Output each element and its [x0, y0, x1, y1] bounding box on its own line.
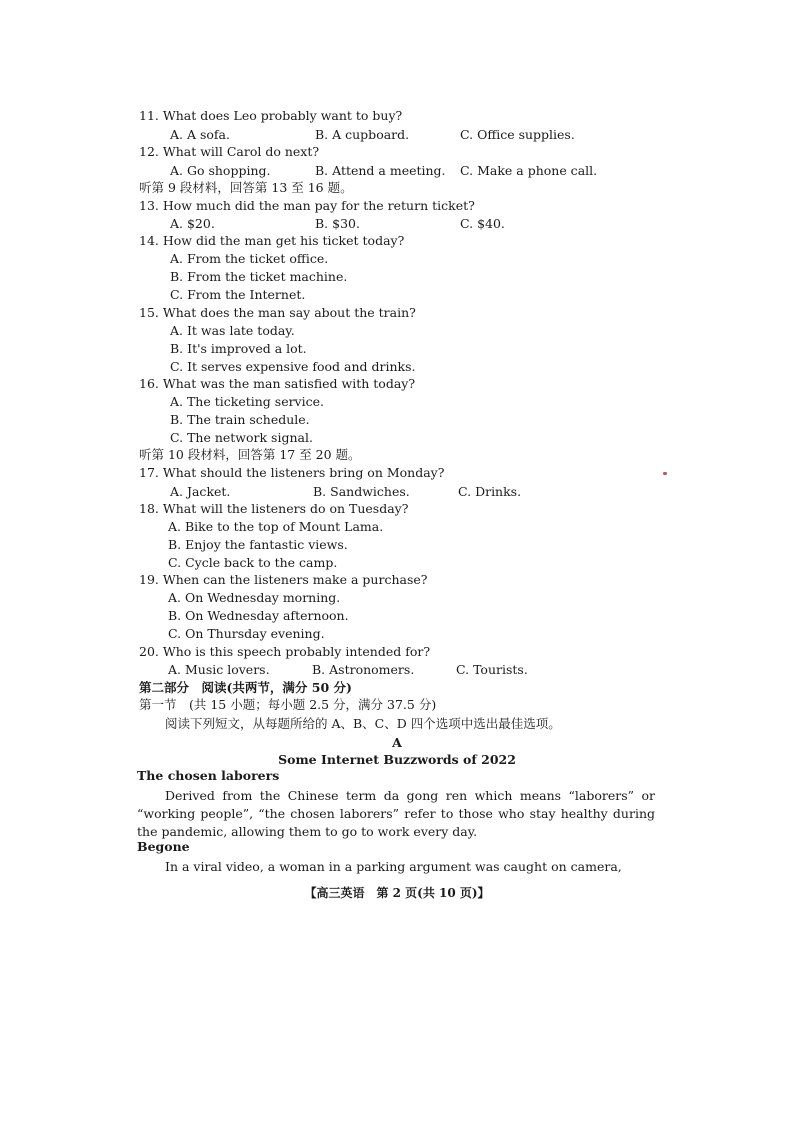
question-15-option-a: A. It was late today. [170, 323, 295, 338]
question-20-stem: 20. Who is this speech probably intended for? [139, 644, 431, 659]
question-18-option-a: A. Bike to the top of Mount Lama. [168, 519, 384, 534]
question-14-option-c: C. From the Internet. [170, 287, 306, 302]
question-11-option-c: C. Office supplies. [460, 127, 575, 142]
page-footer: 【高三英语 第 2 页(共 10 页)】 [304, 886, 490, 900]
reading-instruction: 阅读下列短文，从每题所给的 A、B、C、D 四个选项中选出最佳选项。 [165, 716, 561, 731]
question-18-option-c: C. Cycle back to the camp. [168, 555, 338, 570]
question-20-option-b: B. Astronomers. [312, 662, 415, 677]
question-18-stem: 18. What will the listeners do on Tuesday? [139, 501, 409, 516]
question-11-option-b: B. A cupboard. [315, 127, 410, 142]
question-11-stem: 11. What does Leo probably want to buy? [139, 108, 403, 123]
buzzword-heading-begone: Begone [137, 839, 190, 854]
question-19-option-b: B. On Wednesday afternoon. [168, 608, 349, 623]
question-13-option-a: A. $20. [170, 216, 215, 231]
question-16-option-b: B. The train schedule. [170, 412, 310, 427]
question-13-option-c: C. $40. [460, 216, 505, 231]
question-17-option-b: B. Sandwiches. [313, 484, 410, 499]
section-10-instruction: 听第 10 段材料，回答第 17 至 20 题。 [139, 447, 361, 462]
question-18-option-b: B. Enjoy the fantastic views. [168, 537, 348, 552]
question-12-option-c: C. Make a phone call. [460, 163, 598, 178]
question-16-option-a: A. The ticketing service. [170, 394, 324, 409]
section-1-heading: 第一节 (共 15 小题；每小题 2.5 分，满分 37.5 分) [139, 697, 437, 712]
question-14-stem: 14. How did the man get his ticket today? [139, 233, 405, 248]
question-13-option-b: B. $30. [315, 216, 360, 231]
question-15-stem: 15. What does the man say about the train? [139, 305, 416, 320]
question-12-option-b: B. Attend a meeting. [315, 163, 446, 178]
question-20-option-a: A. Music lovers. [168, 662, 270, 677]
question-19-option-a: A. On Wednesday morning. [168, 590, 341, 605]
question-13-stem: 13. How much did the man pay for the return ticket? [139, 198, 475, 213]
question-16-option-c: C. The network signal. [170, 430, 313, 445]
question-16-stem: 16. What was the man satisfied with today? [139, 376, 416, 391]
passage-title: Some Internet Buzzwords of 2022 [278, 752, 516, 767]
buzzword-paragraph-begone: In a viral video, a woman in a parking argument was caught on camera, [165, 859, 622, 874]
part-2-heading: 第二部分 阅读(共两节，满分 50 分) [139, 680, 352, 695]
question-14-option-b: B. From the ticket machine. [170, 269, 348, 284]
question-11-option-a: A. A sofa. [170, 127, 230, 142]
question-19-option-c: C. On Thursday evening. [168, 626, 325, 641]
question-17-option-c: C. Drinks. [458, 484, 522, 499]
question-14-option-a: A. From the ticket office. [170, 251, 329, 266]
question-15-option-b: B. It's improved a lot. [170, 341, 307, 356]
passage-letter: A [392, 735, 402, 750]
question-12-stem: 12. What will Carol do next? [139, 144, 320, 159]
question-17-option-a: A. Jacket. [170, 484, 231, 499]
question-12-option-a: A. Go shopping. [170, 163, 271, 178]
scan-speck [663, 472, 667, 475]
section-9-instruction: 听第 9 段材料，回答第 13 至 16 题。 [139, 180, 353, 195]
buzzword-heading-chosen-laborers: The chosen laborers [137, 768, 280, 783]
buzzword-paragraph-chosen-laborers: Derived from the Chinese term da gong ren which means “laborers” or “working people”, “the chosen laborers” refer to those who stay healthy during the pandemic, allowing them to go to work every day. [137, 788, 655, 839]
question-15-option-c: C. It serves expensive food and drinks. [170, 359, 416, 374]
question-20-option-c: C. Tourists. [456, 662, 528, 677]
question-17-stem: 17. What should the listeners bring on Monday? [139, 465, 445, 480]
question-19-stem: 19. When can the listeners make a purchase? [139, 572, 428, 587]
